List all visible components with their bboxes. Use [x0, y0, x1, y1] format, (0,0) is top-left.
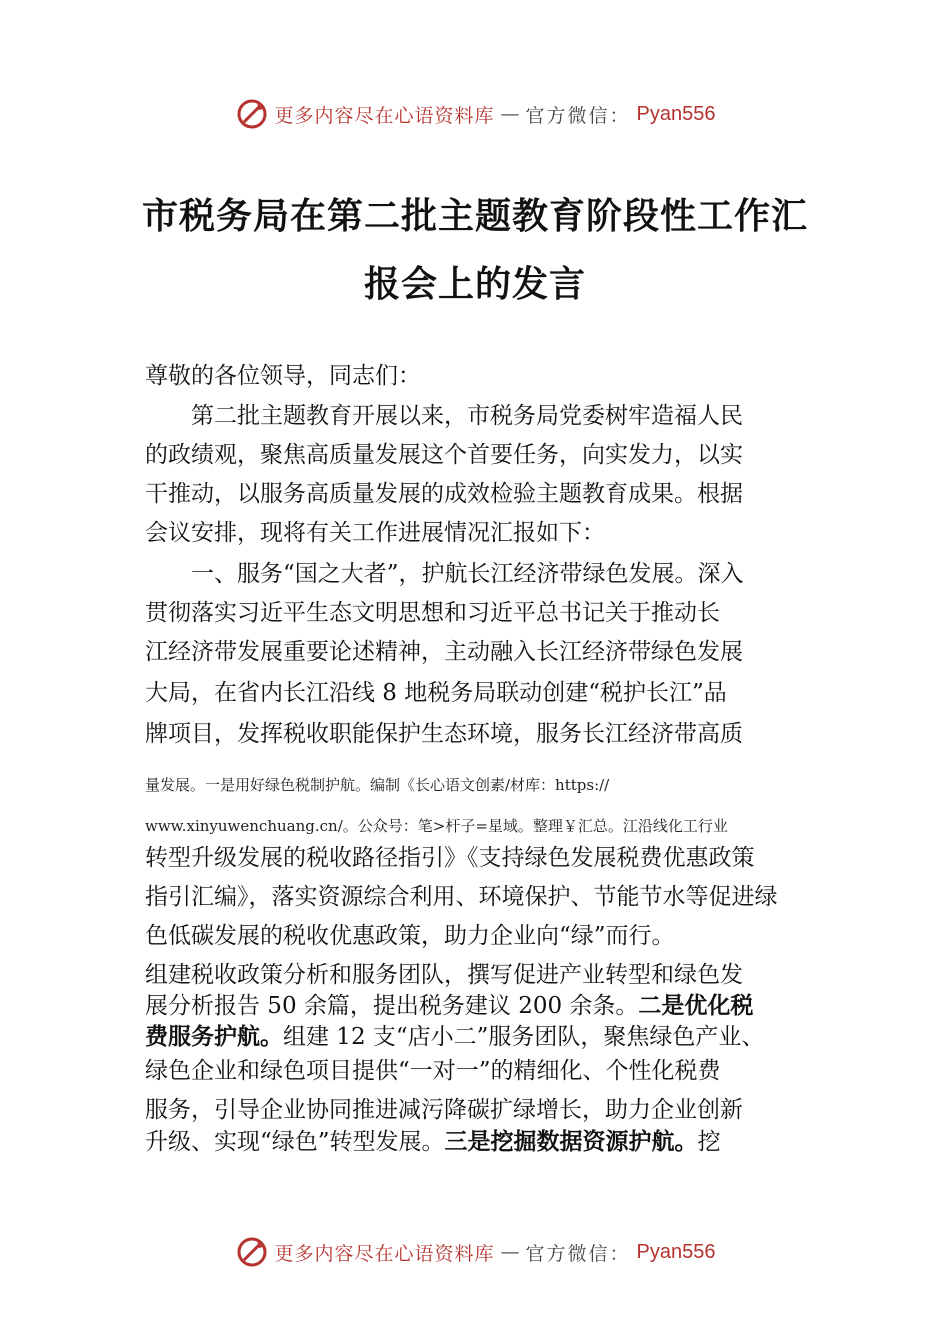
line-text: 升级、实现“绿色”转型发展。 — [145, 1129, 445, 1155]
paragraph-line — [145, 1126, 820, 1158]
paragraph-line: 组建税收政策分析和服务团队，撰写促进产业转型和绿色发 — [145, 962, 743, 988]
small-line: 量发展。一是用好绿色税制护航。编制《长心语文创素/材库：https:// — [145, 776, 610, 794]
paragraph-line: 第二批主题教育开展以来，市税务局党委树牢造福人民 — [145, 403, 743, 429]
brush-logo-icon — [235, 97, 269, 131]
paragraph-line: 贯彻落实习近平生态文明思想和习近平总书记关于推动长 — [145, 600, 720, 626]
footer-watermark — [0, 1232, 950, 1272]
paragraph-line: 大局，在省内长江沿线 8 地税务局联动创建“税护长江”品 — [145, 680, 727, 706]
paragraph-line: 色低碳发展的税收优惠政策，助力企业向“绿”而行。 — [145, 923, 675, 949]
footer-wechat-id: Pyan556 — [636, 1240, 716, 1263]
paragraph-line: 会议安排，现将有关工作进展情况汇报如下： — [145, 520, 605, 546]
footer-dash: — — [500, 1241, 520, 1263]
paragraph-line — [145, 990, 820, 1022]
paragraph-line — [145, 1021, 820, 1053]
bold-heading: 二是优化税 — [638, 993, 754, 1019]
small-line: www.xinyuwenchuang.cn/。公众号：笔>杆子=星域。整理￥汇总。江沿线化工行业 — [145, 817, 728, 835]
greeting: 尊敬的各位领导，同志们： — [145, 363, 421, 389]
paragraph-line: 转型升级发展的税收路径指引》《支持绿色发展税费优惠政策 — [145, 845, 755, 871]
paragraph-line: 服务，引导企业协同推进减污降碳扩绿增长，助力企业创新 — [145, 1097, 743, 1123]
document-title-line1: 市税务局在第二批主题教育阶段性工作汇 — [141, 195, 808, 237]
line-text: 组建 12 支“店小二”服务团队，聚焦绿色产业、 — [283, 1024, 765, 1050]
header-watermark — [0, 94, 950, 134]
line-text: 展分析报告 50 余篇，提出税务建议 200 余条。 — [145, 993, 639, 1019]
brush-logo-icon — [235, 1235, 269, 1269]
bold-heading: 三是挖掘数据资源护航。 — [444, 1129, 698, 1155]
header-wechat-id: Pyan556 — [636, 102, 716, 125]
paragraph-line: 的政绩观，聚焦高质量发展这个首要任务，向实发力，以实 — [145, 442, 743, 468]
header-dash: — — [500, 103, 520, 125]
paragraph-line: 干推动，以服务高质量发展的成效检验主题教育成果。根据 — [145, 481, 743, 507]
paragraph-line: 指引汇编》，落实资源综合利用、环境保护、节能节水等促进绿 — [145, 884, 778, 910]
paragraph-line: 绿色企业和绿色项目提供“一对一”的精细化、个性化税费 — [145, 1058, 721, 1084]
paragraph-line: 牌项目，发挥税收职能保护生态环境，服务长江经济带高质 — [145, 721, 743, 747]
header-brand-text: 更多内容尽在心语资料库 — [274, 104, 495, 127]
footer-wechat-label: 官方微信： — [525, 1242, 631, 1265]
header-wechat-label: 官方微信： — [525, 104, 631, 127]
bold-heading: 费服务护航。 — [145, 1024, 283, 1050]
paragraph-line: 江经济带发展重要论述精神，主动融入长江经济带绿色发展 — [145, 639, 743, 665]
paragraph-line: 一、服务“国之大者”，护航长江经济带绿色发展。深入 — [145, 561, 744, 587]
document-title-line2: 报会上的发言 — [363, 263, 586, 305]
footer-brand-text: 更多内容尽在心语资料库 — [274, 1242, 495, 1265]
line-text: 挖 — [697, 1129, 721, 1155]
